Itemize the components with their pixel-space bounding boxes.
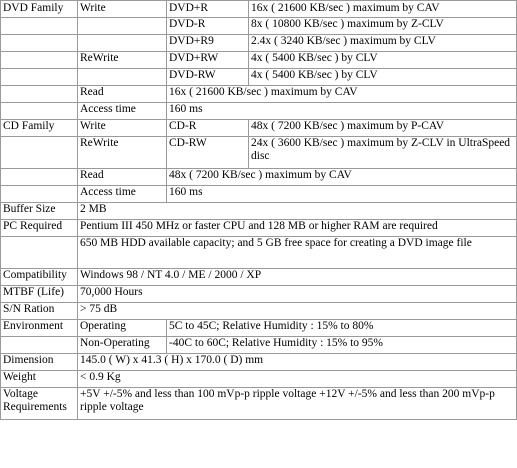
- value-cell: +5V +/-5% and less than 100 mVp-p ripple voltage +12V +/-5% and less than 200 mVp-p ripple voltage: [78, 388, 517, 420]
- subcategory-cell: Non-Operating: [78, 337, 167, 354]
- table-row: [1, 388, 517, 420]
- value-cell: Pentium III 450 MHz or faster CPU and 128 MB or higher RAM are required: [78, 220, 517, 237]
- category-cell: [1, 186, 78, 203]
- value-cell: > 75 dB: [78, 303, 517, 320]
- table-row: [1, 354, 517, 371]
- category-cell: [1, 35, 78, 52]
- value-cell: 2.4x ( 3240 KB/sec ) maximum by CLV: [249, 35, 517, 52]
- value-cell: 4x ( 5400 KB/sec ) by CLV: [249, 52, 517, 69]
- value-cell: 160 ms: [167, 186, 517, 203]
- subcategory-cell: [78, 69, 167, 86]
- category-cell: MTBF (Life): [1, 286, 78, 303]
- media-cell: DVD-RW: [167, 69, 249, 86]
- table-row: [1, 337, 517, 354]
- category-cell: Compatibility: [1, 269, 78, 286]
- table-row: [1, 1, 517, 18]
- table-row: [1, 371, 517, 388]
- media-cell: CD-RW: [167, 137, 249, 169]
- category-cell: [1, 69, 78, 86]
- category-cell: Dimension: [1, 354, 78, 371]
- value-cell: 5C to 45C; Relative Humidity : 15% to 80%: [167, 320, 517, 337]
- value-cell: 48x ( 7200 KB/sec ) maximum by P-CAV: [249, 120, 517, 137]
- table-row: [1, 286, 517, 303]
- table-row: [1, 237, 517, 269]
- category-cell: [1, 52, 78, 69]
- table-row: [1, 86, 517, 103]
- category-cell: [1, 169, 78, 186]
- table-row: [1, 269, 517, 286]
- table-row: [1, 303, 517, 320]
- media-cell: DVD+R9: [167, 35, 249, 52]
- table-row: [1, 35, 517, 52]
- table-row: [1, 69, 517, 86]
- category-cell: DVD Family: [1, 1, 78, 18]
- value-cell: 48x ( 7200 KB/sec ) maximum by CAV: [167, 169, 517, 186]
- category-cell: [1, 18, 78, 35]
- category-cell: Weight: [1, 371, 78, 388]
- category-cell: [1, 137, 78, 169]
- table-row: [1, 220, 517, 237]
- value-cell: < 0.9 Kg: [78, 371, 517, 388]
- subcategory-cell: [78, 18, 167, 35]
- subcategory-cell: Access time: [78, 103, 167, 120]
- subcategory-cell: Write: [78, 1, 167, 18]
- value-cell: 16x ( 21600 KB/sec ) maximum by CAV: [249, 1, 517, 18]
- media-cell: DVD+RW: [167, 52, 249, 69]
- category-cell: Voltage Requirements: [1, 388, 78, 420]
- table-row: [1, 52, 517, 69]
- subcategory-cell: ReWrite: [78, 52, 167, 69]
- table-row: [1, 18, 517, 35]
- value-cell: -40C to 60C; Relative Humidity : 15% to 95%: [167, 337, 517, 354]
- table-row: [1, 186, 517, 203]
- value-cell: 2 MB: [78, 203, 517, 220]
- category-cell: Environment: [1, 320, 78, 337]
- subcategory-cell: [78, 35, 167, 52]
- subcategory-cell: Operating: [78, 320, 167, 337]
- category-cell: Buffer Size: [1, 203, 78, 220]
- value-cell: 4x ( 5400 KB/sec ) by CLV: [249, 69, 517, 86]
- table-row: [1, 120, 517, 137]
- value-cell: 24x ( 3600 KB/sec ) maximum by Z-CLV in UltraSpeed disc: [249, 137, 517, 169]
- table-row: [1, 320, 517, 337]
- subcategory-cell: Read: [78, 86, 167, 103]
- value-cell: 145.0 ( W) x 41.3 ( H) x 170.0 ( D) mm: [78, 354, 517, 371]
- category-cell: [1, 103, 78, 120]
- value-cell: 650 MB HDD available capacity; and 5 GB free space for creating a DVD image file: [78, 237, 517, 269]
- table-row: [1, 103, 517, 120]
- value-cell: 8x ( 10800 KB/sec ) maximum by Z-CLV: [249, 18, 517, 35]
- category-cell: [1, 337, 78, 354]
- value-cell: Windows 98 / NT 4.0 / ME / 2000 / XP: [78, 269, 517, 286]
- media-cell: DVD-R: [167, 18, 249, 35]
- media-cell: CD-R: [167, 120, 249, 137]
- value-cell: 70,000 Hours: [78, 286, 517, 303]
- category-cell: [1, 237, 78, 269]
- subcategory-cell: Access time: [78, 186, 167, 203]
- media-cell: DVD+R: [167, 1, 249, 18]
- table-row: [1, 203, 517, 220]
- category-cell: [1, 86, 78, 103]
- subcategory-cell: Write: [78, 120, 167, 137]
- value-cell: 16x ( 21600 KB/sec ) maximum by CAV: [167, 86, 517, 103]
- table-row: [1, 137, 517, 169]
- category-cell: PC Required: [1, 220, 78, 237]
- category-cell: S/N Ration: [1, 303, 78, 320]
- category-cell: CD Family: [1, 120, 78, 137]
- value-cell: 160 ms: [167, 103, 517, 120]
- table-row: [1, 169, 517, 186]
- subcategory-cell: Read: [78, 169, 167, 186]
- subcategory-cell: ReWrite: [78, 137, 167, 169]
